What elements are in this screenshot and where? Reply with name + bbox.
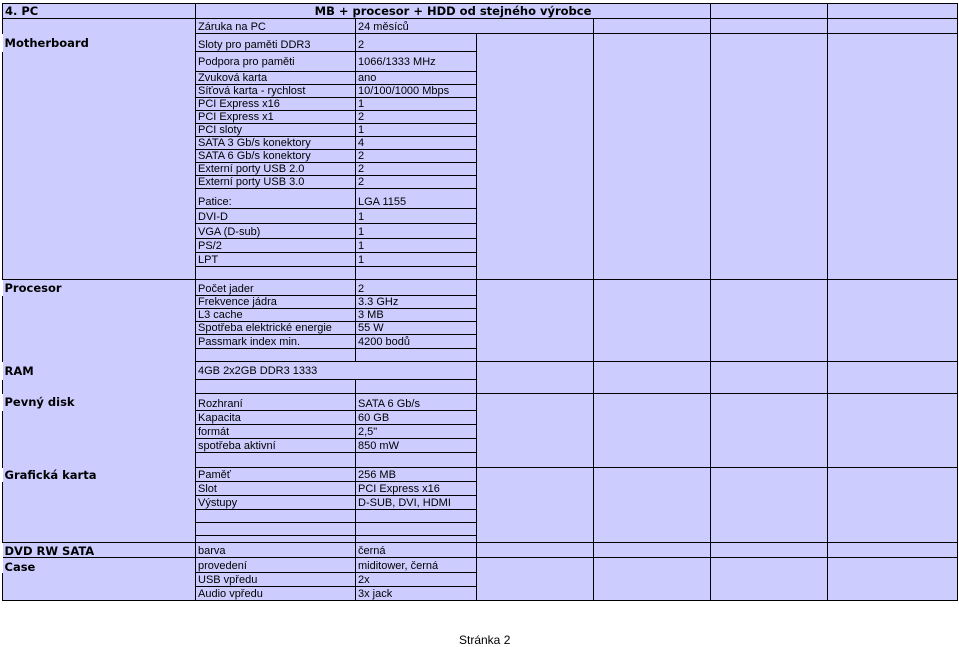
spec-row (3, 394, 958, 411)
spec-value: 1 (356, 124, 477, 137)
spec-label: Zvuková karta (196, 72, 356, 85)
spec-label: Sloty pro paměti DDR3 (196, 34, 356, 52)
category-ram: RAM (3, 362, 196, 380)
spec-value: 4200 bodů (356, 335, 477, 349)
warranty-row (3, 19, 958, 34)
spec-value: miditower, černá (356, 558, 477, 573)
spec-value: černá (356, 543, 477, 558)
spec-value: 2 (356, 280, 477, 296)
spec-label: SATA 3 Gb/s konektory (196, 137, 356, 150)
spec-label: Slot (196, 482, 356, 496)
header-row (3, 4, 958, 19)
warranty-value: 24 měsíců (356, 19, 594, 34)
spec-label: Výstupy (196, 496, 356, 510)
spec-row (3, 34, 958, 52)
spec-value: 2x (356, 573, 477, 587)
spec-label: SATA 6 Gb/s konektory (196, 150, 356, 163)
category-dvd: DVD RW SATA (3, 543, 196, 558)
spec-value: 3.3 GHz (356, 296, 477, 309)
category-case: Case (3, 558, 196, 573)
spec-label: formát (196, 425, 356, 439)
spec-row (3, 543, 958, 558)
spec-label: DVI-D (196, 209, 356, 224)
category-gpu: Grafická karta (3, 468, 196, 482)
spec-value: 2 (356, 176, 477, 189)
spec-value: 3 MB (356, 309, 477, 322)
spec-value: 256 MB (356, 468, 477, 482)
spec-label: Patice: (196, 189, 356, 209)
category-hdd: Pevný disk (3, 394, 196, 411)
spec-label: provedení (196, 558, 356, 573)
spec-value: 1 (356, 224, 477, 239)
spec-value: 2 (356, 163, 477, 176)
spec-label: Spotřeba elektrické energie (196, 322, 356, 335)
spec-row (3, 468, 958, 482)
spec-value: 850 mW (356, 439, 477, 453)
spec-value: PCI Express x16 (356, 482, 477, 496)
spec-label: Kapacita (196, 411, 356, 425)
header-text: MB + procesor + HDD od stejného výrobce (196, 4, 711, 19)
spec-label: Paměť (196, 468, 356, 482)
spec-label: PCI Express x16 (196, 98, 356, 111)
spec-label: VGA (D-sub) (196, 224, 356, 239)
spec-label: PCI Express x1 (196, 111, 356, 124)
spec-value: 4 (356, 137, 477, 150)
spec-label: USB vpředu (196, 573, 356, 587)
spec-label: 4GB 2x2GB DDR3 1333 (196, 362, 477, 380)
spec-value: 10/100/1000 Mbps (356, 85, 477, 98)
spec-value: 60 GB (356, 411, 477, 425)
spec-value: 2 (356, 150, 477, 163)
spec-label: barva (196, 543, 356, 558)
spec-label: Počet jader (196, 280, 356, 296)
spec-value: 2 (356, 34, 477, 52)
spec-value: LGA 1155 (356, 189, 477, 209)
page-footer: Stránka 2 (459, 633, 511, 647)
spec-label: L3 cache (196, 309, 356, 322)
spec-value: 1 (356, 253, 477, 267)
spec-label: PS/2 (196, 239, 356, 253)
spec-value: 3x jack (356, 587, 477, 601)
spec-value: SATA 6 Gb/s (356, 394, 477, 411)
spec-label: Audio vpředu (196, 587, 356, 601)
spec-value: 1 (356, 239, 477, 253)
spec-row (3, 558, 958, 573)
spec-value: 55 W (356, 322, 477, 335)
spec-label: Podpora pro paměti (196, 52, 356, 72)
spec-value: 1 (356, 98, 477, 111)
spec-label: LPT (196, 253, 356, 267)
spec-value: 1066/1333 MHz (356, 52, 477, 72)
spec-value: D-SUB, DVI, HDMI (356, 496, 477, 510)
spec-row (3, 280, 958, 296)
spec-label: spotřeba aktivní (196, 439, 356, 453)
spec-value: ano (356, 72, 477, 85)
spec-label: Rozhraní (196, 394, 356, 411)
category-motherboard: Motherboard (3, 34, 196, 52)
spec-value: 1 (356, 209, 477, 224)
section-title: 4. PC (3, 4, 196, 19)
category-cpu: Procesor (3, 280, 196, 296)
spec-label: PCI sloty (196, 124, 356, 137)
spec-value: 2,5" (356, 425, 477, 439)
spec-row (3, 362, 958, 380)
spec-sheet (2, 3, 958, 601)
spec-label: Frekvence jádra (196, 296, 356, 309)
warranty-label: Záruka na PC (196, 19, 356, 34)
spec-label: Passmark index min. (196, 335, 356, 349)
spec-label: Externí porty USB 3.0 (196, 176, 356, 189)
spec-label: Síťová karta - rychlost (196, 85, 356, 98)
spec-label: Externí porty USB 2.0 (196, 163, 356, 176)
spec-value: 2 (356, 111, 477, 124)
